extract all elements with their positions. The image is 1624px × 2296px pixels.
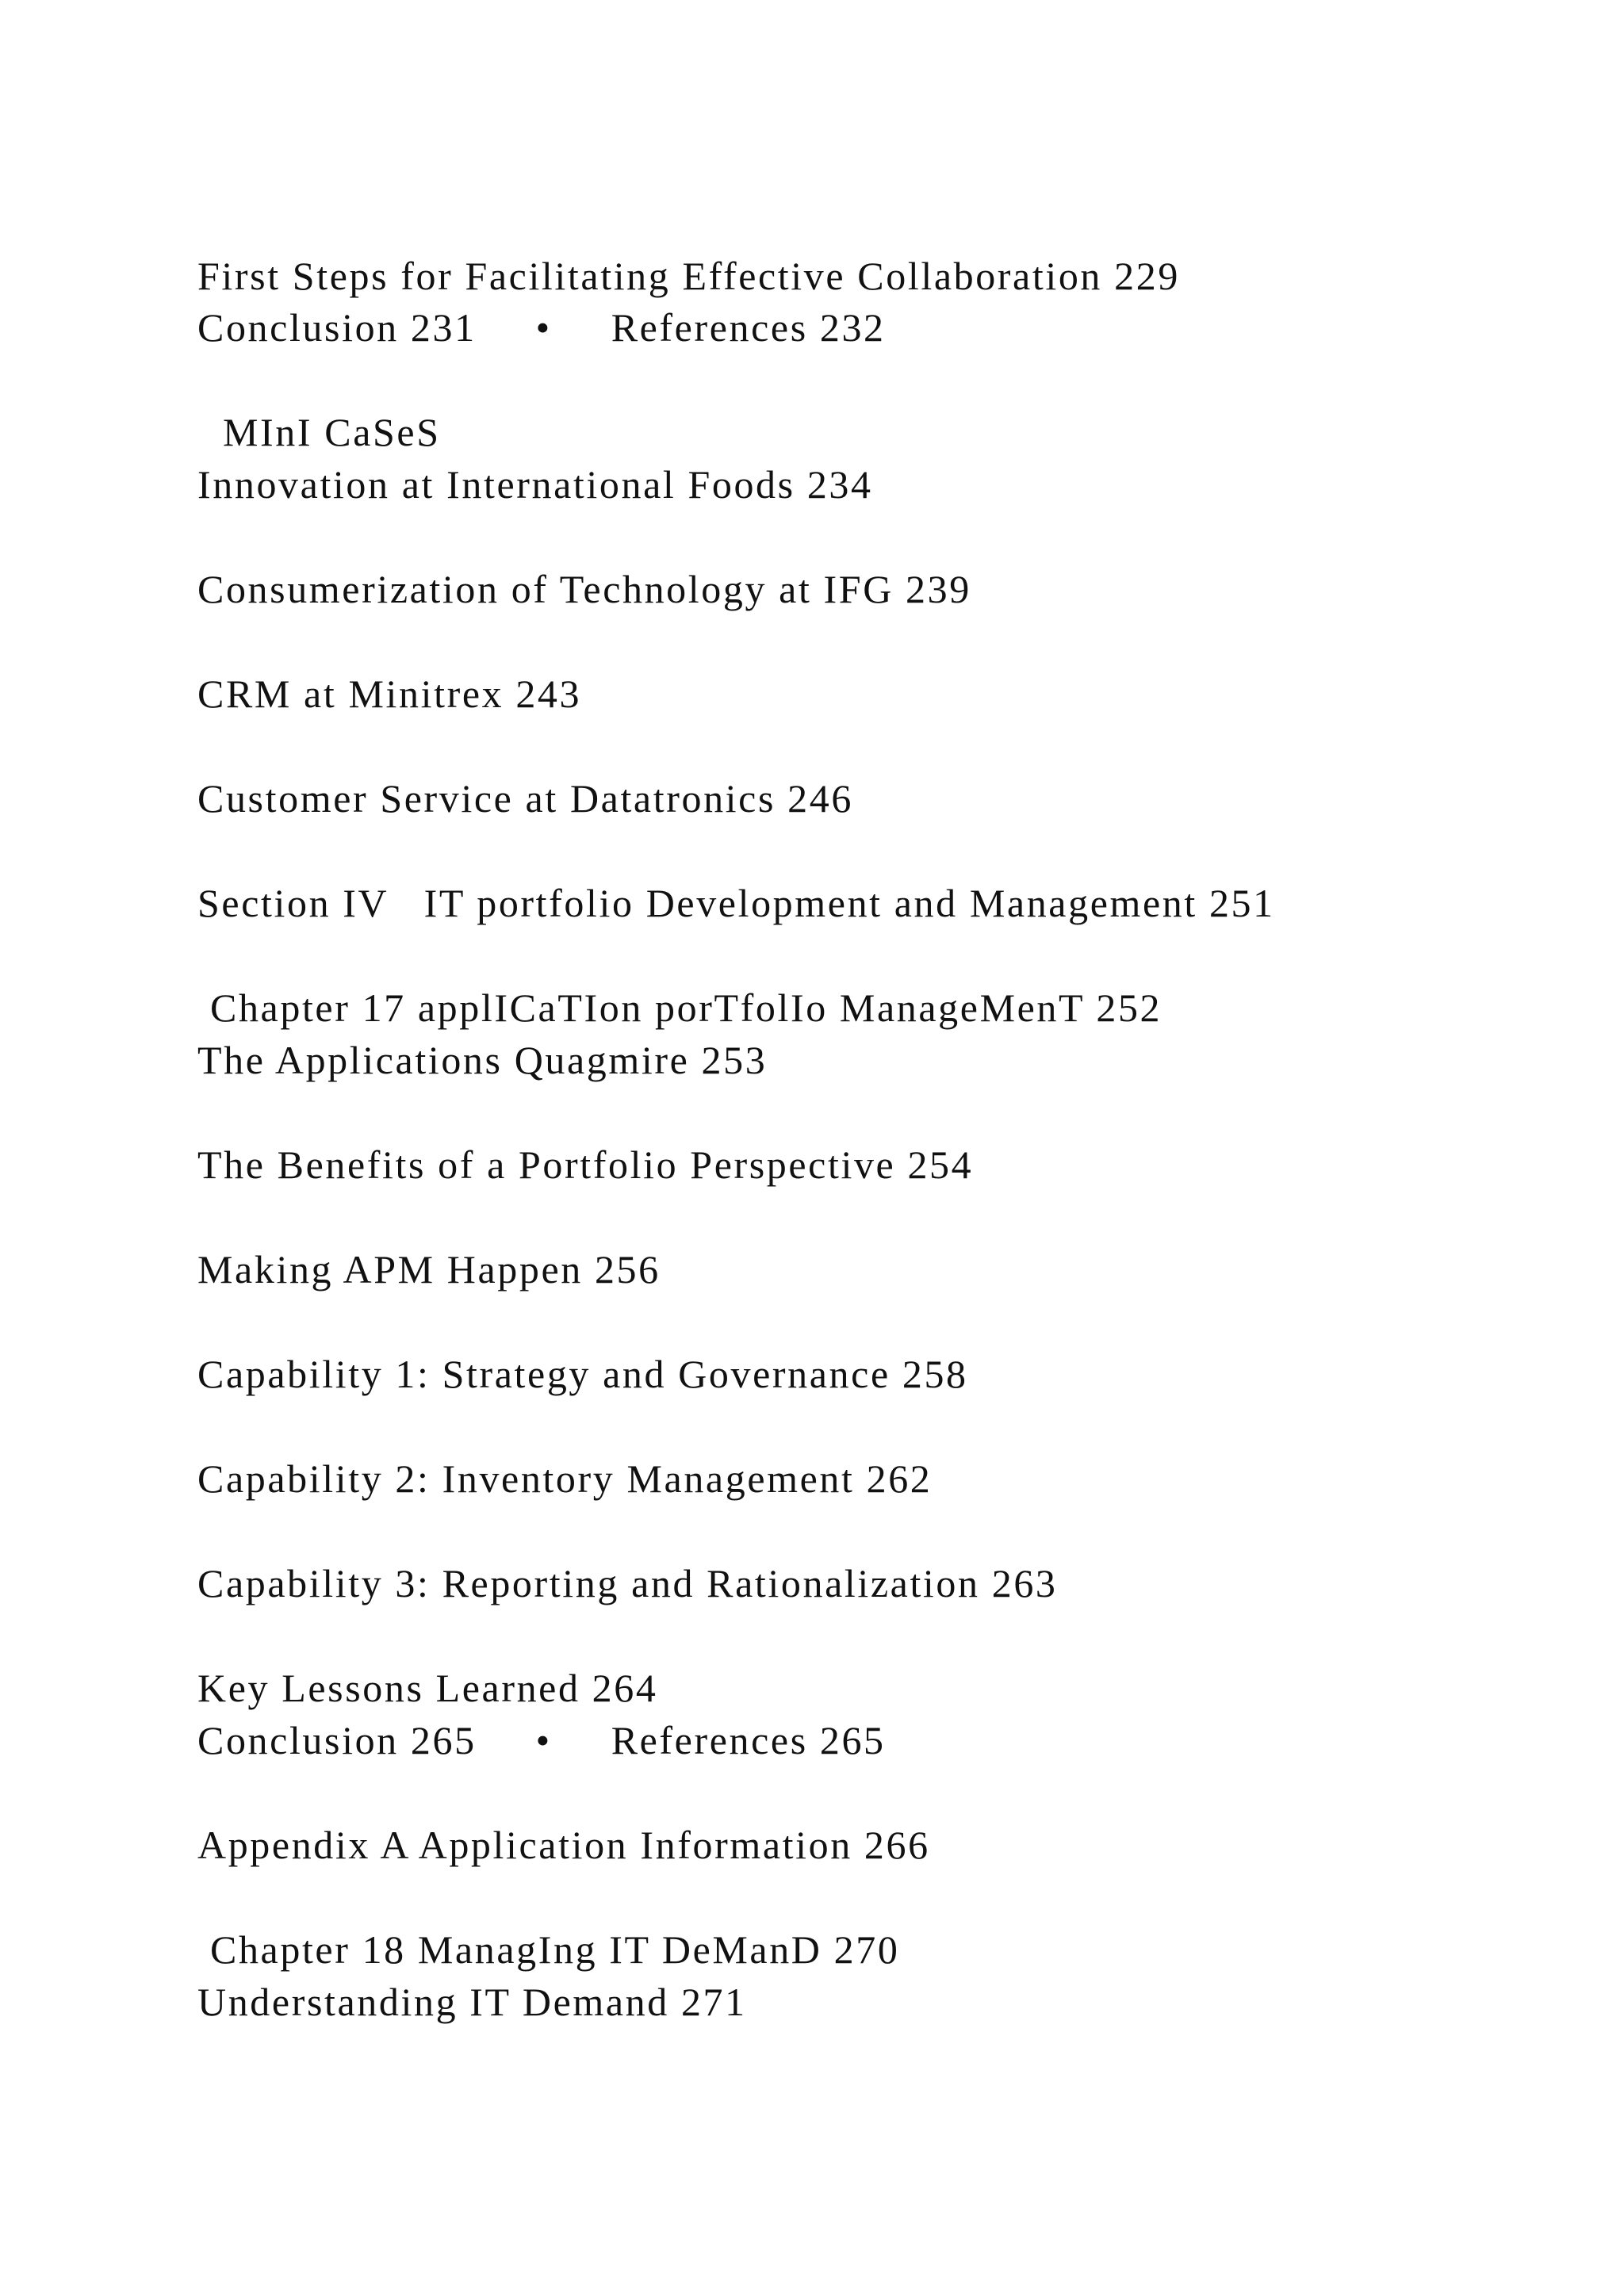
toc-references: References 232 <box>611 305 886 350</box>
toc-entry: CRM at Minitrex 243 <box>197 672 582 716</box>
toc-entry: First Steps for Facilitating Effective Collaboration 229 <box>197 254 1180 298</box>
chapter-heading: Chapter 18 ManagIng IT DeManD 270 <box>210 1927 900 1972</box>
toc-entry-combined <box>197 1716 886 1764</box>
section-heading: Section IV IT portfolio Development and Management 251 <box>197 881 1275 925</box>
toc-entry: Innovation at International Foods 234 <box>197 462 873 507</box>
toc-entry: The Benefits of a Portfolio Perspective 254 <box>197 1142 974 1187</box>
toc-entry: Capability 1: Strategy and Governance 258 <box>197 1352 968 1396</box>
toc-entry: Understanding IT Demand 271 <box>197 1980 747 2024</box>
bullet-separator: • <box>535 1718 552 1762</box>
section-heading-mini-cases: MInI CaSeS <box>223 410 441 454</box>
toc-entry: Key Lessons Learned 264 <box>197 1666 658 1710</box>
toc-conclusion: Conclusion 265 <box>197 1718 477 1762</box>
toc-entry-combined <box>197 304 886 351</box>
toc-entry: Consumerization of Technology at IFG 239 <box>197 567 971 611</box>
toc-entry: The Applications Quagmire 253 <box>197 1038 768 1082</box>
toc-entry: Appendix A Application Information 266 <box>197 1823 930 1867</box>
bullet-separator: • <box>535 305 552 350</box>
toc-entry: Capability 2: Inventory Management 262 <box>197 1456 933 1501</box>
toc-entry: Making APM Happen 256 <box>197 1247 661 1292</box>
toc-references: References 265 <box>611 1718 886 1762</box>
toc-conclusion: Conclusion 231 <box>197 305 477 350</box>
chapter-heading: Chapter 17 applICaTIon porTfolIo ManageMenT 252 <box>210 985 1162 1030</box>
toc-entry: Customer Service at Datatronics 246 <box>197 776 853 821</box>
toc-entry: Capability 3: Reporting and Rationalization 263 <box>197 1561 1058 1605</box>
